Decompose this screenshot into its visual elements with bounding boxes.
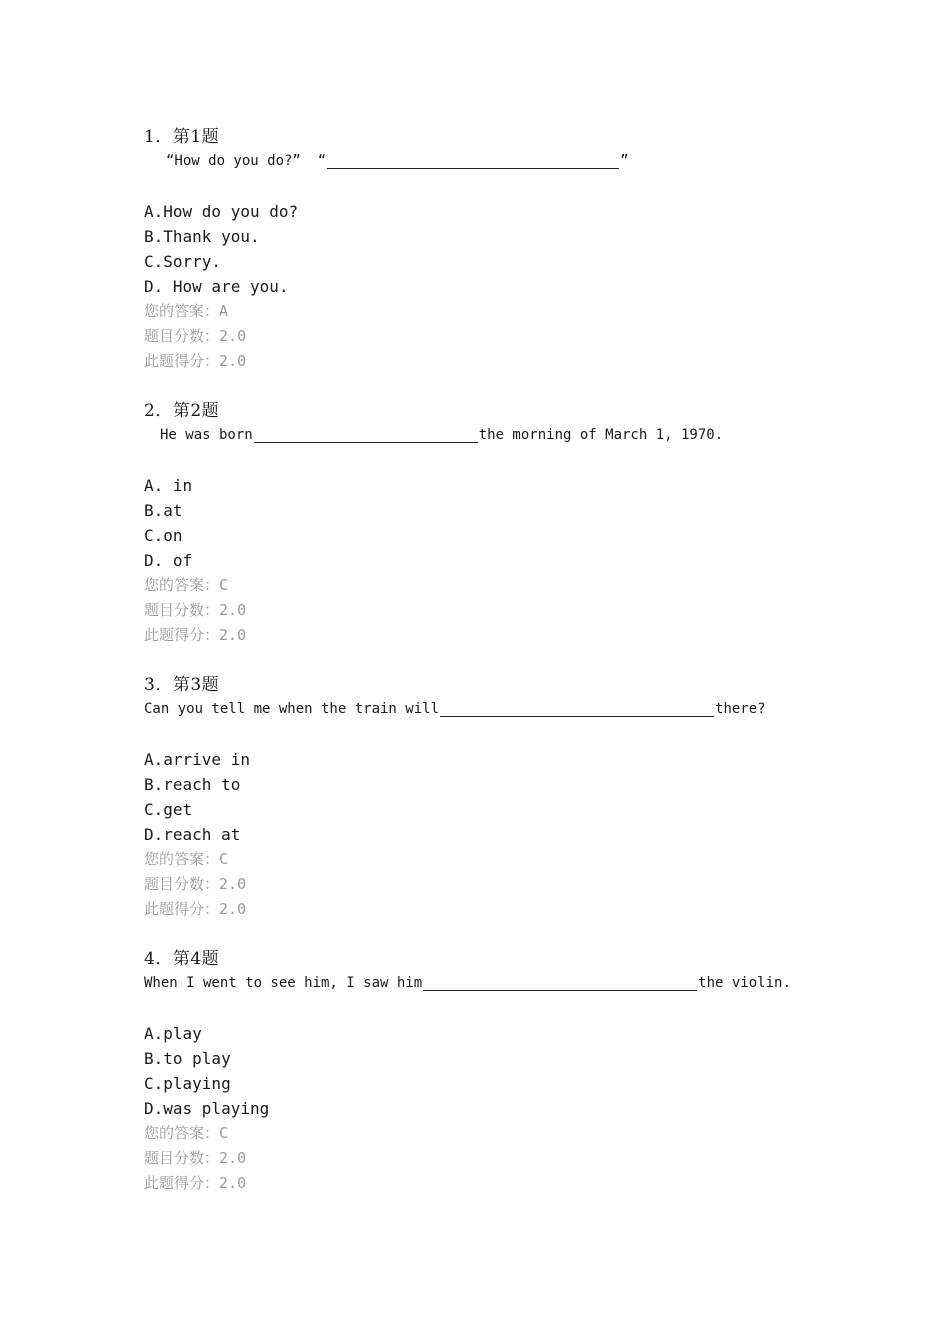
stem-text-after: the violin. [698, 975, 791, 991]
your-answer-label: 您的答案： [144, 302, 220, 320]
your-answer-value: C [219, 1124, 229, 1142]
answer-blank [440, 701, 714, 717]
question-score [144, 1146, 844, 1171]
question-score-label: 题目分数： [144, 1149, 220, 1167]
earned-score-label: 此题得分： [144, 1174, 220, 1192]
question-score [144, 324, 844, 349]
earned-score-label: 此题得分： [144, 352, 220, 370]
question-stem [144, 150, 844, 172]
your-answer-label: 您的答案： [144, 850, 220, 868]
stem-text-before: “How do you do?” “ [166, 153, 327, 169]
question-stem [144, 424, 844, 446]
stem-text-after: there? [715, 701, 766, 717]
option-a: A. in [144, 476, 193, 495]
question-stem [144, 972, 844, 994]
earned-score-label: 此题得分： [144, 900, 220, 918]
earned-score-value: 2.0 [219, 352, 247, 370]
stem-text-after: the morning of March 1, 1970. [478, 427, 724, 443]
earned-score-value: 2.0 [219, 900, 247, 918]
earned-score [144, 897, 844, 922]
your-answer-label: 您的答案： [144, 576, 220, 594]
question-stem [144, 698, 844, 720]
option-d: D.was playing [144, 1099, 270, 1118]
earned-score-value: 2.0 [219, 626, 247, 644]
quiz-document [144, 124, 844, 1220]
your-answer-value: C [219, 850, 229, 868]
question-score-value: 2.0 [219, 875, 247, 893]
question-score-label: 题目分数： [144, 327, 220, 345]
question-title: 3．第3题 [144, 675, 220, 695]
option-b: B.Thank you. [144, 227, 260, 246]
answer-blank [327, 153, 619, 169]
question-score-value: 2.0 [219, 1149, 247, 1167]
question-score-value: 2.0 [219, 327, 247, 345]
question-1 [144, 124, 844, 398]
your-answer [144, 573, 844, 598]
earned-score [144, 1171, 844, 1196]
earned-score-value: 2.0 [219, 1174, 247, 1192]
option-c: C.on [144, 526, 183, 545]
option-b: B.to play [144, 1049, 231, 1068]
question-score-label: 题目分数： [144, 601, 220, 619]
question-score-value: 2.0 [219, 601, 247, 619]
question-title: 4．第4题 [144, 949, 220, 969]
option-c: C.playing [144, 1074, 231, 1093]
earned-score [144, 623, 844, 648]
question-title: 1．第1题 [144, 127, 220, 147]
earned-score-label: 此题得分： [144, 626, 220, 644]
question-score-label: 题目分数： [144, 875, 220, 893]
option-d: D. How are you. [144, 277, 289, 296]
your-answer-value: C [219, 576, 229, 594]
your-answer [144, 1121, 844, 1146]
earned-score [144, 349, 844, 374]
your-answer-label: 您的答案： [144, 1124, 220, 1142]
question-4 [144, 946, 844, 1220]
answer-blank [423, 975, 697, 991]
your-answer-value: A [219, 302, 229, 320]
option-c: C.Sorry. [144, 252, 222, 271]
stem-text-before: He was born [160, 427, 253, 443]
option-c: C.get [144, 800, 193, 819]
stem-text-after: ” [620, 153, 629, 169]
question-title: 2．第2题 [144, 401, 220, 421]
option-a: A.How do you do? [144, 202, 299, 221]
your-answer [144, 299, 844, 324]
question-score [144, 872, 844, 897]
option-a: A.play [144, 1024, 202, 1043]
question-2 [144, 398, 844, 672]
question-3 [144, 672, 844, 946]
your-answer [144, 847, 844, 872]
option-a: A.arrive in [144, 750, 250, 769]
option-d: D.reach at [144, 825, 241, 844]
question-score [144, 598, 844, 623]
option-b: B.at [144, 501, 183, 520]
option-b: B.reach to [144, 775, 241, 794]
stem-text-before: Can you tell me when the train will [144, 701, 440, 717]
stem-text-before: When I went to see him, I saw him [144, 975, 423, 991]
answer-blank [254, 427, 478, 443]
option-d: D. of [144, 551, 193, 570]
